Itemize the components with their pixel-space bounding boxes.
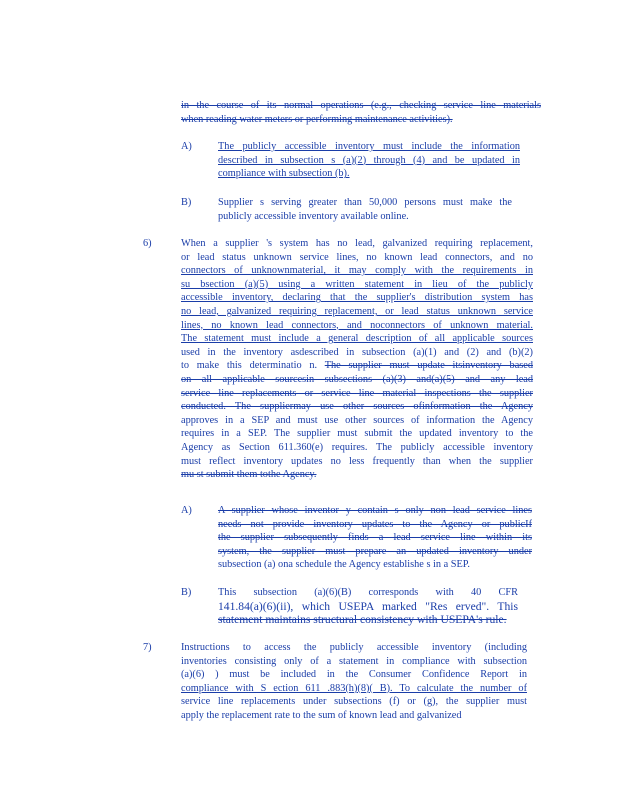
text-line: Instructions to access the publicly accessible inventory (including: [181, 642, 527, 653]
text-line: service line replacements under subsections (f) or (g), the supplier must: [181, 696, 527, 708]
item-5b-label: B): [181, 197, 192, 208]
text-line: connectors of unknownmaterial, it may comply with the requirements in: [181, 265, 533, 277]
text-line: Agency as Section 611.360(e) requires. The publicly accessible inventory: [181, 441, 533, 453]
text-line: to make this determinatio n. The supplier must update itsinventory based: [181, 360, 533, 372]
text-line: accessible inventory, declaring that the supplier's distribution system has: [181, 292, 533, 304]
item-6b-text: [218, 586, 518, 627]
text-line: su bsection (a)(5) using a written statement in lieu of the publicly: [181, 278, 533, 290]
item-5b-text: [218, 196, 512, 223]
top-paragraph: [181, 99, 541, 126]
item-6-label: 6): [143, 238, 152, 249]
item-6a-text: [218, 504, 532, 572]
text-line: requires in a SEP. The supplier must submit the updated inventory to the: [181, 428, 533, 440]
text-line: on all applicable sourcesin subsections (a)(3) and(a)(5) and any lead: [181, 373, 533, 385]
text-line: when reading water meters or performing maintenance activities).: [181, 113, 453, 125]
text-line: mu st submit them tothe Agency.: [181, 469, 317, 481]
text-line: subsection (a) ona schedule the Agency establishe s in a SEP.: [218, 559, 470, 571]
text-line: statement maintains structural consistency with USEPA's rule.: [218, 613, 507, 627]
item-6-text: [181, 237, 533, 482]
item-7-text: [181, 641, 527, 723]
text-line: The statement must include a general description of all applicable sources: [181, 333, 533, 345]
text-line: or lead status unknown service lines, no known lead connectors, and no: [181, 251, 533, 263]
text-line: compliance with S ection 611 .883(h)(8)( B). To calculate the number of: [181, 682, 527, 694]
item-5a-label: A): [181, 141, 192, 152]
text-line: 141.84(a)(6)(ii), which USEPA marked "Res erved". This: [218, 599, 518, 613]
text-line: lines, no known lead connectors, and noconnectors of unknown material.: [181, 319, 533, 331]
item-6b-label: B): [181, 587, 192, 598]
text-line: (a)(6) ) must be included in the Consumer Confidence Report in: [181, 669, 527, 681]
text-line: publicly accessible inventory available online.: [218, 210, 409, 222]
text-line: used in the inventory asdescribed in subsection (a)(1) and (2) and (b)(2): [181, 346, 533, 358]
text-line: When a supplier 's system has no lead, galvanized requiring replacement,: [181, 238, 533, 249]
text-line: apply the replacement rate to the sum of known lead and galvanized: [181, 709, 462, 721]
text-line: service line replacements or service line material inspections the supplier: [181, 387, 533, 399]
text-line: must reflect inventory updates no less frequently than when the supplier: [181, 455, 533, 467]
item-5a-text: [218, 140, 520, 181]
text-line: compliance with subsection (b).: [218, 168, 350, 180]
text-line: system, the supplier must prepare an updated inventory under: [218, 545, 532, 557]
text-line: in the course of its normal operations (e.g., checking service line materials: [181, 100, 541, 111]
text-line: approves in a SEP and must use other sources of information the Agency: [181, 414, 533, 426]
text-line: needs not provide inventory updates to the Agency or publicIf: [218, 518, 532, 530]
text-line: no lead, galvanized requiring replacement, or lead status unknown service: [181, 305, 533, 317]
text-line: A supplier whose inventor y contain s only non lead service lines: [218, 505, 532, 516]
item-7-label: 7): [143, 642, 152, 653]
text-line: inventories consisting only of a statement in compliance with subsection: [181, 655, 527, 667]
text-line: described in subsection s (a)(2) through (4) and be updated in: [218, 154, 520, 166]
text-line: Supplier s serving greater than 50,000 persons must make the: [218, 197, 512, 208]
text-line: conducted. The suppliermay use other sources ofinformation the Agency: [181, 401, 533, 413]
text-line: the supplier subsequently finds a lead service line within its: [218, 532, 532, 544]
item-6a-label: A): [181, 505, 192, 516]
text-line: This subsection (a)(6)(B) corresponds with 40 CFR: [218, 587, 518, 598]
text-line: The publicly accessible inventory must include the information: [218, 141, 520, 152]
